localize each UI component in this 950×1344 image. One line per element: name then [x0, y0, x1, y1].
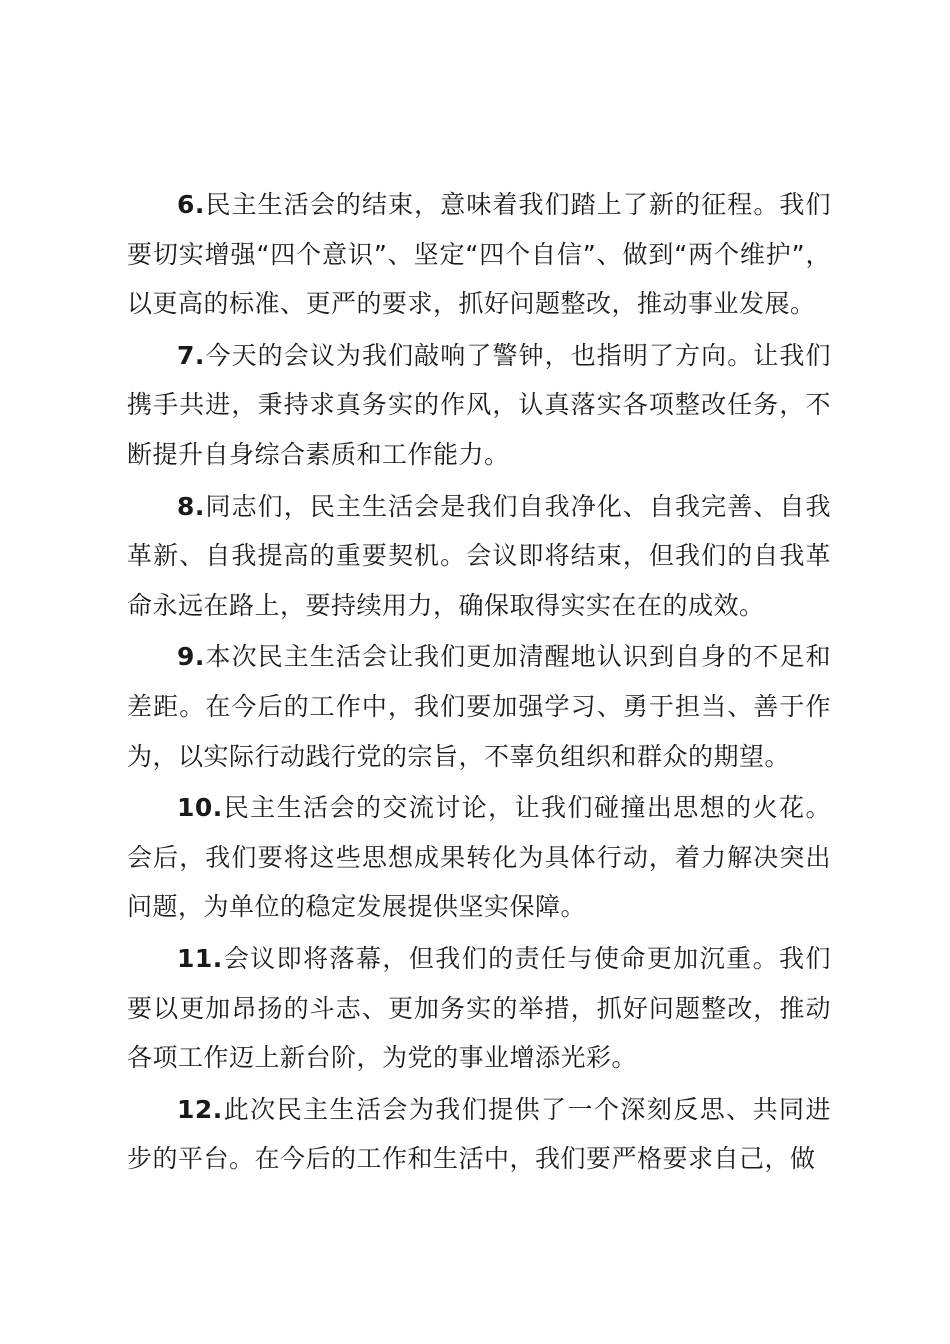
- paragraph-text: 会议即将落幕，但我们的责任与使命更加沉重。我们要以更加昂扬的斗志、更加务实的举措，抓好问题整改，推动各项工作迈上新台阶，为党的事业增添光彩。: [127, 943, 831, 1073]
- paragraph-text: 今天的会议为我们敲响了警钟，也指明了方向。让我们携手共进，秉持求真务实的作风，认真落实各项整改任务，不断提升自身综合素质和工作能力。: [127, 340, 831, 469]
- paragraph-12: [127, 1085, 831, 1184]
- paragraph-text: 同志们，民主生活会是我们自我净化、自我完善、自我革新、自我提高的重要契机。会议即将结束，但我们的自我革命永远在路上，要持续用力，确保取得实实在在的成效。: [127, 491, 831, 620]
- paragraph-text: 民主生活会的交流讨论，让我们碰撞出思想的火花。会后，我们要将这些思想成果转化为具体行动，着力解决突出问题，为单位的稳定发展提供坚实保障。: [127, 793, 831, 922]
- paragraph-text: 民主生活会的结束，意味着我们踏上了新的征程。我们要切实增强“四个意识”、坚定“四个自信”、做到“两个维护”，以更高的标准、更严的要求，抓好问题整改，推动事业发展。: [127, 190, 831, 319]
- paragraph-number: 9.: [177, 642, 205, 672]
- paragraph-number: 12.: [177, 1094, 223, 1124]
- paragraph-number: 8.: [177, 491, 205, 521]
- paragraph-9: [127, 632, 831, 781]
- paragraph-number: 11.: [177, 943, 223, 973]
- paragraph-number: 6.: [177, 190, 205, 219]
- paragraph-text: 本次民主生活会让我们更加清醒地认识到自身的不足和差距。在今后的工作中，我们要加强学习、勇于担当、善于作为，以实际行动践行党的宗旨，不辜负组织和群众的期望。: [127, 642, 831, 771]
- paragraph-text: 此次民主生活会为我们提供了一个深刻反思、共同进步的平台。在今后的工作和生活中，我们要严格要求自己，做: [127, 1094, 831, 1174]
- paragraph-6: [127, 180, 831, 329]
- paragraph-8: [127, 482, 831, 631]
- paragraph-7: [127, 331, 831, 480]
- paragraph-number: 7.: [177, 340, 205, 370]
- document-page: [127, 180, 831, 1186]
- paragraph-11: [127, 934, 831, 1083]
- paragraph-10: [127, 783, 831, 932]
- paragraph-number: 10.: [177, 793, 223, 823]
